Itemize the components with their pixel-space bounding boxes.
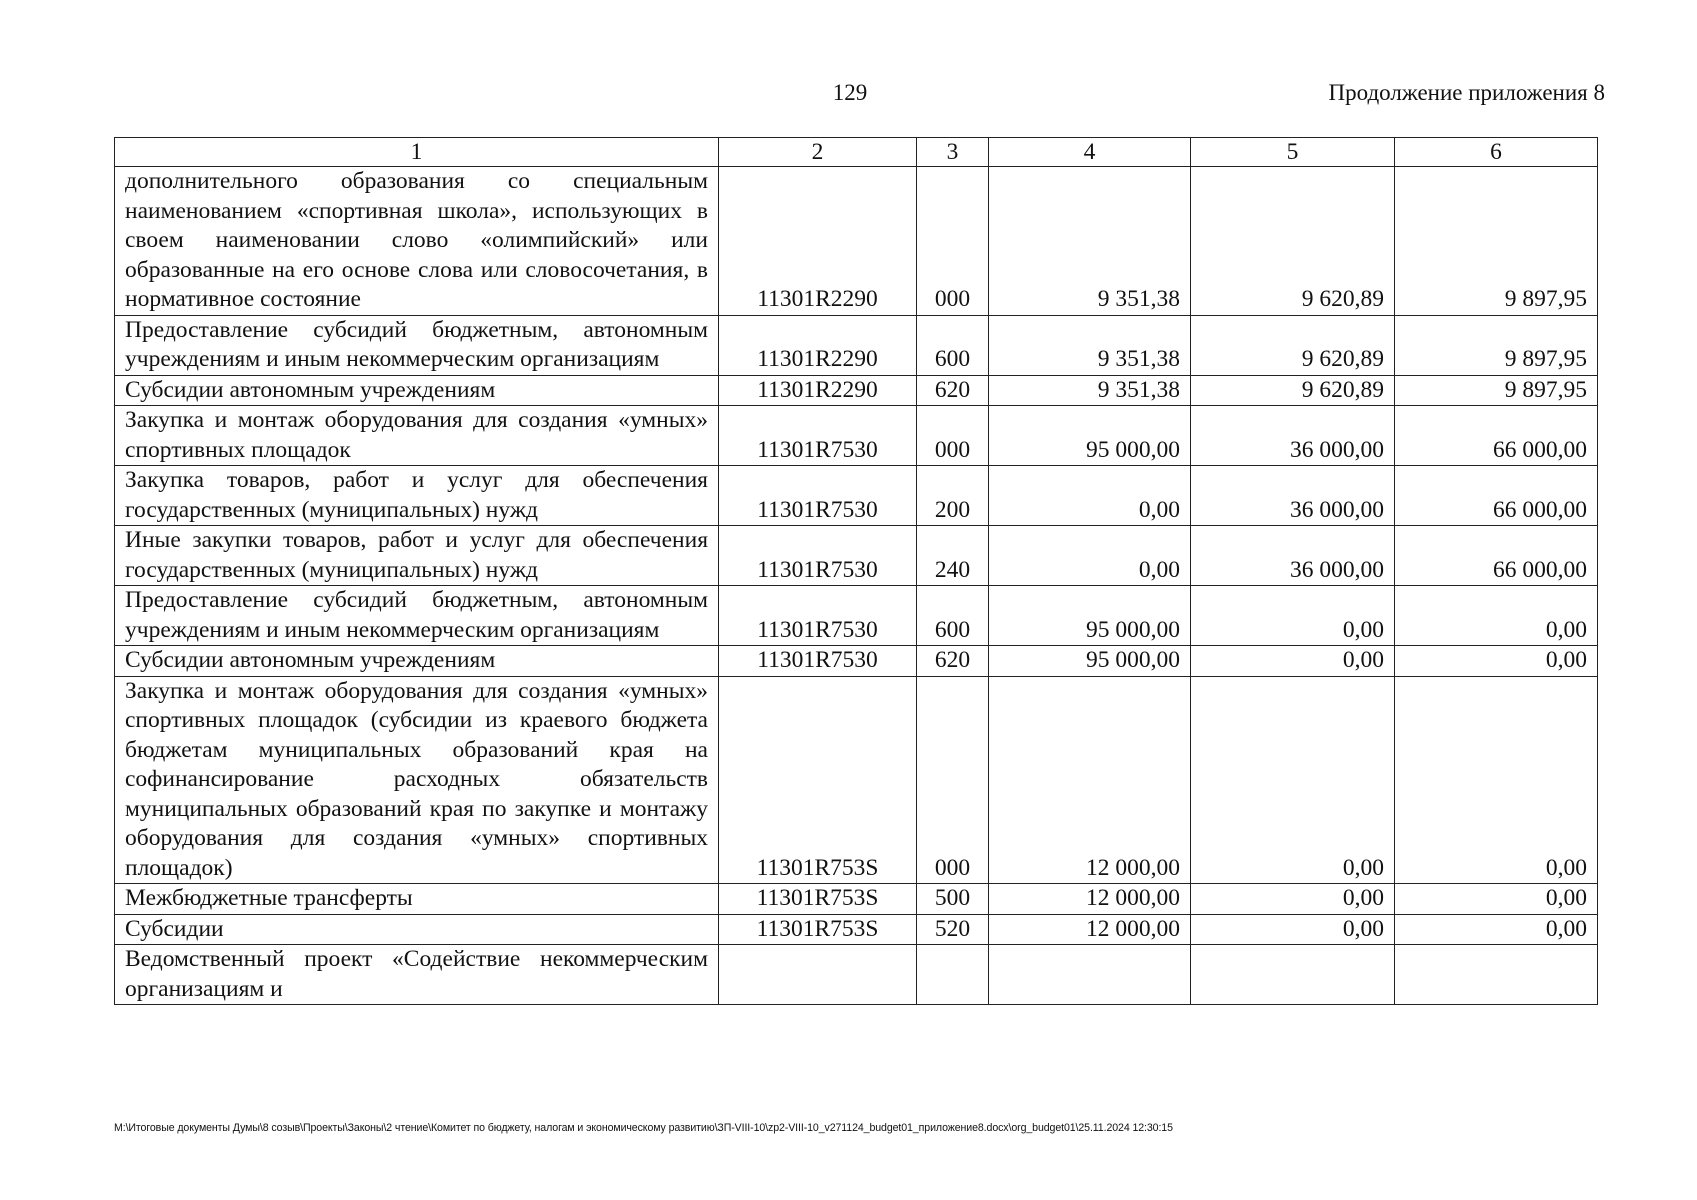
target-code-cell: 11301R7530 [719, 526, 917, 586]
amount-col6-cell [1395, 945, 1598, 1005]
table-row [115, 315, 1598, 375]
amount-col4-cell [989, 945, 1191, 1005]
target-code-cell: 11301R7530 [719, 586, 917, 646]
amount-col4-cell: 9 351,38 [989, 167, 1191, 316]
expense-type-cell: 600 [917, 315, 989, 375]
amount-col4-cell: 95 000,00 [989, 586, 1191, 646]
column-header: 3 [917, 138, 989, 167]
amount-col4-cell: 9 351,38 [989, 375, 1191, 406]
amount-col5-cell: 0,00 [1191, 884, 1395, 915]
expense-type-cell: 000 [917, 676, 989, 884]
column-header: 4 [989, 138, 1191, 167]
amount-col6-cell: 0,00 [1395, 884, 1598, 915]
amount-col4-cell: 0,00 [989, 466, 1191, 526]
target-code-cell: 11301R2290 [719, 375, 917, 406]
expense-name-cell: Субсидии автономным учреждениям [115, 375, 719, 406]
expense-type-cell: 000 [917, 406, 989, 466]
expense-name-cell: Субсидии [115, 914, 719, 945]
expense-name-cell: Предоставление субсидий бюджетным, автономным учреждениям и иным некоммерческим организациям [115, 586, 719, 646]
table-row [115, 676, 1598, 884]
amount-col5-cell [1191, 945, 1395, 1005]
amount-col4-cell: 9 351,38 [989, 315, 1191, 375]
target-code-cell: 11301R753S [719, 914, 917, 945]
expense-name-cell: Субсидии автономным учреждениям [115, 646, 719, 677]
amount-col6-cell: 66 000,00 [1395, 406, 1598, 466]
expense-name-cell: Ведомственный проект «Содействие некоммерческим организациям и [115, 945, 719, 1005]
amount-col6-cell: 0,00 [1395, 914, 1598, 945]
amount-col6-cell: 66 000,00 [1395, 466, 1598, 526]
column-header: 5 [1191, 138, 1395, 167]
column-header: 2 [719, 138, 917, 167]
expense-type-cell: 600 [917, 586, 989, 646]
expense-type-cell: 520 [917, 914, 989, 945]
expense-type-cell: 620 [917, 646, 989, 677]
amount-col6-cell: 0,00 [1395, 586, 1598, 646]
amount-col5-cell: 36 000,00 [1191, 406, 1395, 466]
table-row [115, 884, 1598, 915]
budget-table [114, 137, 1598, 1005]
expense-type-cell: 500 [917, 884, 989, 915]
table-row [115, 914, 1598, 945]
expense-name-cell: Межбюджетные трансферты [115, 884, 719, 915]
amount-col4-cell: 12 000,00 [989, 914, 1191, 945]
expense-type-cell: 620 [917, 375, 989, 406]
table-row [115, 945, 1598, 1005]
table-row [115, 526, 1598, 586]
expense-name-cell: Закупка товаров, работ и услуг для обеспечения государственных (муниципальных) нужд [115, 466, 719, 526]
file-path-footer: M:\Итоговые документы Думы\8 созыв\Проекты\Законы\2 чтение\Комитет по бюджету, налогам и экономическому развитию\ЗП-VIII-10\zp2-VIII-10_v271124_budget01_приложение8.docx\org_budget01\25.11.2024 12:30:15 [114, 1122, 1173, 1134]
table-row [115, 466, 1598, 526]
expense-name-cell: Закупка и монтаж оборудования для создания «умных» спортивных площадок (субсидии из краевого бюджета бюджетам муниципальных образований края на софинансирование расходных обязательств муниципальных образований края по закупке и монтажу оборудования для создания «умных» спортивных площадок) [115, 676, 719, 884]
expense-type-cell [917, 945, 989, 1005]
target-code-cell [719, 945, 917, 1005]
continuation-title: Продолжение приложения 8 [1328, 80, 1605, 105]
expense-type-cell: 000 [917, 167, 989, 316]
amount-col6-cell: 9 897,95 [1395, 375, 1598, 406]
expense-type-cell: 240 [917, 526, 989, 586]
expense-name-cell: Иные закупки товаров, работ и услуг для обеспечения государственных (муниципальных) нужд [115, 526, 719, 586]
target-code-cell: 11301R2290 [719, 315, 917, 375]
amount-col4-cell: 95 000,00 [989, 406, 1191, 466]
target-code-cell: 11301R753S [719, 676, 917, 884]
amount-col4-cell: 12 000,00 [989, 884, 1191, 915]
target-code-cell: 11301R7530 [719, 646, 917, 677]
target-code-cell: 11301R7530 [719, 466, 917, 526]
amount-col5-cell: 36 000,00 [1191, 466, 1395, 526]
target-code-cell: 11301R7530 [719, 406, 917, 466]
amount-col5-cell: 0,00 [1191, 676, 1395, 884]
amount-col5-cell: 0,00 [1191, 646, 1395, 677]
expense-name-cell: Закупка и монтаж оборудования для создания «умных» спортивных площадок [115, 406, 719, 466]
target-code-cell: 11301R2290 [719, 167, 917, 316]
table-row [115, 586, 1598, 646]
amount-col5-cell: 9 620,89 [1191, 315, 1395, 375]
table-row [115, 646, 1598, 677]
amount-col5-cell: 0,00 [1191, 586, 1395, 646]
expense-type-cell: 200 [917, 466, 989, 526]
amount-col6-cell: 66 000,00 [1395, 526, 1598, 586]
amount-col4-cell: 12 000,00 [989, 676, 1191, 884]
target-code-cell: 11301R753S [719, 884, 917, 915]
amount-col6-cell: 0,00 [1395, 676, 1598, 884]
page-number: 129 [832, 80, 868, 105]
amount-col6-cell: 0,00 [1395, 646, 1598, 677]
expense-name-cell: Предоставление субсидий бюджетным, автономным учреждениям и иным некоммерческим организациям [115, 315, 719, 375]
amount-col6-cell: 9 897,95 [1395, 315, 1598, 375]
column-header: 6 [1395, 138, 1598, 167]
table-row [115, 375, 1598, 406]
table-row [115, 406, 1598, 466]
amount-col4-cell: 95 000,00 [989, 646, 1191, 677]
table-row [115, 167, 1598, 316]
amount-col5-cell: 36 000,00 [1191, 526, 1395, 586]
amount-col5-cell: 9 620,89 [1191, 375, 1395, 406]
column-header: 1 [115, 138, 719, 167]
amount-col4-cell: 0,00 [989, 526, 1191, 586]
amount-col6-cell: 9 897,95 [1395, 167, 1598, 316]
amount-col5-cell: 0,00 [1191, 914, 1395, 945]
expense-name-cell: дополнительного образования со специальным наименованием «спортивная школа», использующих в своем наименовании слово «олимпийский» или образованные на его основе слова или словосочетания, в нормативное состояние [115, 167, 719, 316]
amount-col5-cell: 9 620,89 [1191, 167, 1395, 316]
table-header-row [115, 138, 1598, 167]
